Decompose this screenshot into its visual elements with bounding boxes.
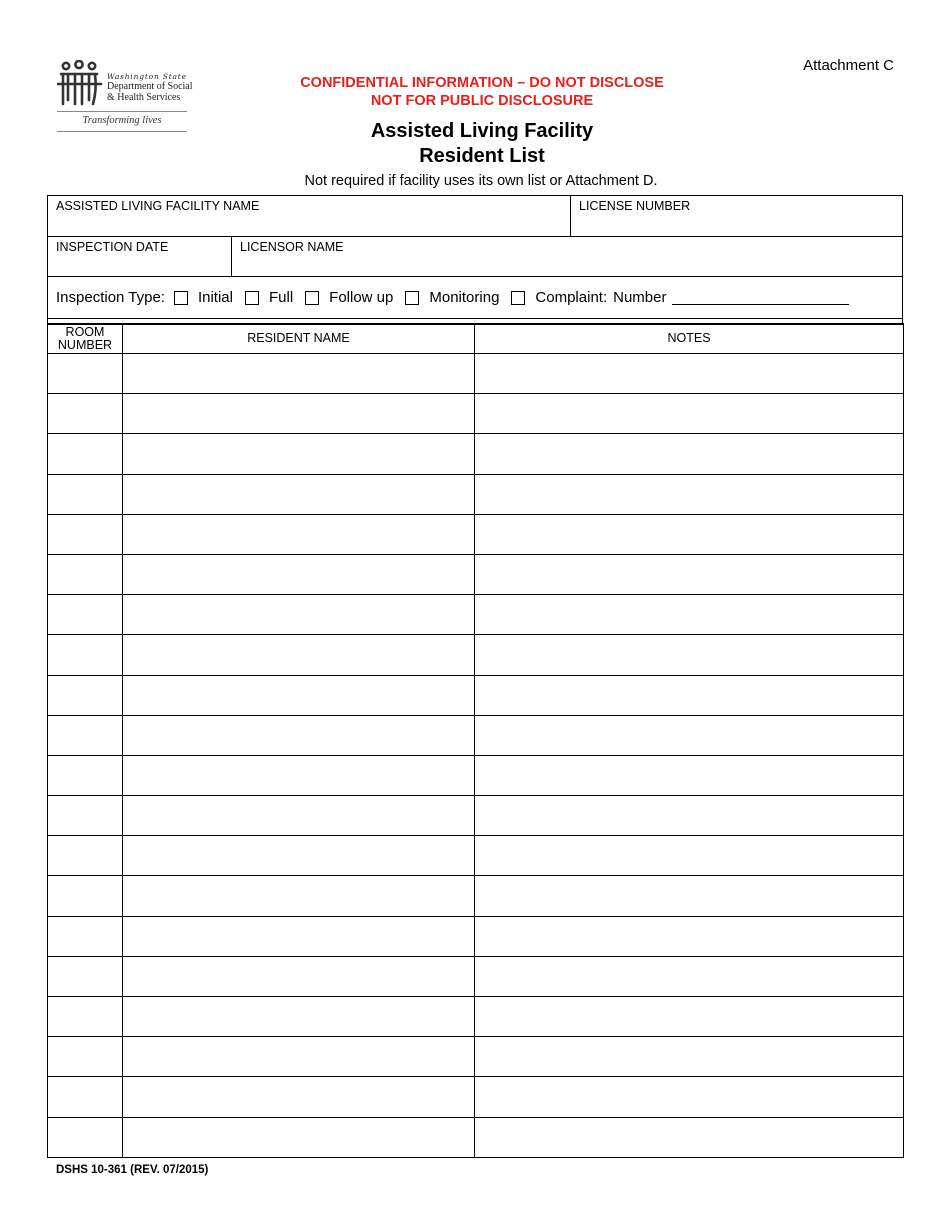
table-row [48,997,904,1037]
facility-name-field[interactable] [48,196,570,236]
logo-state: Washington State [107,72,187,81]
table-row [48,1117,904,1157]
complaint-checkbox[interactable] [511,291,525,305]
resident-name-cell[interactable] [123,514,475,554]
room-number-cell[interactable] [48,796,123,836]
licensor-name-field[interactable] [231,237,904,276]
room-number-cell[interactable] [48,474,123,514]
resident-name-cell[interactable] [123,635,475,675]
table-row [48,434,904,474]
page-title: Assisted Living Facility Resident List [370,120,594,167]
table-row [48,1077,904,1117]
resident-name-cell[interactable] [123,1117,475,1157]
resident-name-cell[interactable] [123,876,475,916]
resident-name-cell[interactable] [123,836,475,876]
resident-name-cell[interactable] [123,394,475,434]
room-number-cell[interactable] [48,354,123,394]
room-number-cell[interactable] [48,635,123,675]
notes-cell[interactable] [475,715,904,755]
notes-cell[interactable] [475,394,904,434]
room-number-cell[interactable] [48,1117,123,1157]
table-row [48,394,904,434]
table-row [48,755,904,795]
table-row [48,715,904,755]
resident-name-cell[interactable] [123,715,475,755]
table-row [48,836,904,876]
notes-cell[interactable] [475,836,904,876]
room-number-cell[interactable] [48,836,123,876]
initial-checkbox[interactable] [174,291,188,305]
room-number-cell[interactable] [48,1037,123,1077]
initial-option-label: Initial [197,289,233,306]
complaint-number-input[interactable] [672,291,849,305]
monitoring-checkbox[interactable] [405,291,419,305]
dshs-logo [57,60,193,134]
notes-cell[interactable] [475,876,904,916]
facility-name-label: ASSISTED LIVING FACILITY NAME [56,199,260,213]
room-number-cell[interactable] [48,715,123,755]
attachment-label: Attachment C [803,57,894,74]
monitoring-option-label: Monitoring [429,289,500,306]
table-row [48,635,904,675]
room-number-cell[interactable] [48,876,123,916]
licensor-name-label: LICENSOR NAME [240,240,344,254]
resident-name-cell[interactable] [123,434,475,474]
notes-cell[interactable] [475,997,904,1037]
full-checkbox[interactable] [245,291,259,305]
facility-info-box [47,195,903,325]
table-row [48,474,904,514]
room-number-cell[interactable] [48,916,123,956]
table-row [48,554,904,594]
table-row [48,354,904,394]
notes-cell[interactable] [475,916,904,956]
room-number-cell[interactable] [48,394,123,434]
room-number-cell[interactable] [48,434,123,474]
room-number-cell[interactable] [48,956,123,996]
complaint-number-label: Number [613,289,667,306]
notes-cell[interactable] [475,1077,904,1117]
notes-cell[interactable] [475,514,904,554]
resident-name-cell[interactable] [123,997,475,1037]
logo-department: Department of Social & Health Services [107,81,193,103]
notes-cell[interactable] [475,635,904,675]
table-row [48,514,904,554]
room-number-header: ROOM NUMBER [48,324,123,354]
notes-cell[interactable] [475,595,904,635]
notes-cell[interactable] [475,1037,904,1077]
inspection-type-label: Inspection Type: [56,289,165,306]
notes-cell[interactable] [475,675,904,715]
page-subtitle: Not required if facility uses its own list or Attachment D. [304,173,658,189]
resident-name-cell[interactable] [123,554,475,594]
resident-name-cell[interactable] [123,755,475,795]
table-row [48,876,904,916]
logo-rule [57,131,187,132]
complaint-option-label: Complaint: [535,289,608,306]
inspection-date-label: INSPECTION DATE [56,240,169,254]
resident-table [47,323,904,1158]
table-row [48,796,904,836]
table-header-row [48,324,904,354]
resident-name-cell[interactable] [123,1037,475,1077]
notes-cell[interactable] [475,434,904,474]
room-number-cell[interactable] [48,554,123,594]
table-row [48,916,904,956]
logo-tagline: Transforming lives [82,115,162,126]
room-number-cell[interactable] [48,997,123,1037]
resident-name-cell[interactable] [123,474,475,514]
notes-cell[interactable] [475,1117,904,1157]
notes-cell[interactable] [475,554,904,594]
notes-cell[interactable] [475,474,904,514]
notes-cell[interactable] [475,354,904,394]
follow-up-option-label: Follow up [329,289,394,306]
resident-name-cell[interactable] [123,796,475,836]
table-row [48,956,904,996]
inspection-date-field[interactable] [48,237,231,276]
resident-name-cell[interactable] [123,1077,475,1117]
notes-cell[interactable] [475,956,904,996]
table-row [48,675,904,715]
table-row [48,595,904,635]
full-option-label: Full [269,289,294,306]
confidential-notice: CONFIDENTIAL INFORMATION – DO NOT DISCLOSE NOT FOR PUBLIC DISCLOSURE [300,75,664,109]
people-figures-icon [57,60,103,108]
room-number-cell[interactable] [48,514,123,554]
room-number-cell[interactable] [48,1077,123,1117]
license-number-label: LICENSE NUMBER [579,199,691,213]
form-number: DSHS 10-361 (REV. 07/2015) [56,1164,209,1176]
table-row [48,1037,904,1077]
notes-cell[interactable] [475,796,904,836]
resident-name-cell[interactable] [123,354,475,394]
logo-rule [57,111,187,112]
notes-header: NOTES [475,324,904,354]
follow-up-checkbox[interactable] [305,291,319,305]
resident-name-cell[interactable] [123,916,475,956]
notes-cell[interactable] [475,755,904,795]
license-number-field[interactable] [570,196,904,236]
room-number-cell[interactable] [48,675,123,715]
room-number-cell[interactable] [48,595,123,635]
room-number-cell[interactable] [48,755,123,795]
resident-name-header: RESIDENT NAME [123,324,475,354]
resident-name-cell[interactable] [123,675,475,715]
resident-name-cell[interactable] [123,956,475,996]
inspection-type-row [48,277,902,319]
resident-name-cell[interactable] [123,595,475,635]
